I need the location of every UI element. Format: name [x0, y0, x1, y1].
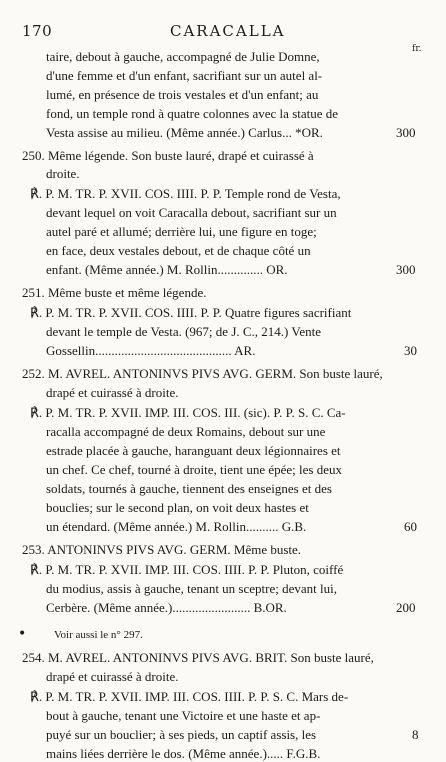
text-line: Cerbère. (Même année.)........................ B.OR. [46, 600, 287, 615]
text-line: estrade placée à gauche, haranguant deux légionnaires et [46, 443, 341, 458]
text-line: fond, un temple rond à quatre colonnes avec la statue de [46, 106, 339, 121]
text-line: soldats, tournés à gauche, tiennent des enseignes et des [46, 481, 332, 496]
entry-250: 250. Même légende. Son buste lauré, drapé et cuirassé à [22, 148, 314, 163]
text-line: un chef. Ce chef, tourné à droite, tient une épée; les deux [46, 462, 342, 477]
text-line: devant lequel on voit Caracalla debout, sacrifiant sur un [46, 205, 337, 220]
price-value: 300 [396, 262, 416, 277]
price-column-label: fr. [412, 44, 422, 54]
text-line: mains liées derrière le dos. (Même année.)..... F.G.B. [46, 746, 321, 761]
cross-reference: Voir aussi le n° 297. [54, 629, 143, 641]
reverse-line: ℟. P. M. TR. P. XVII. COS. IIII. P. P. Quatre figures sacrifiant [30, 305, 352, 320]
page-number: 170 [22, 22, 53, 40]
entry-253: 253. ANTONINVS PIVS AVG. GERM. Même buste. [22, 542, 302, 557]
reverse-line: ℟. P. M. TR. P. XVII. IMP. III. COS. III. (sic). P. P. S. C. Ca- [30, 405, 346, 420]
text-line: puyé sur un bouclier; à ses pieds, un captif assis, les [46, 727, 317, 742]
price-value: 300 [396, 125, 416, 140]
text-line: devant le temple de Vesta. (967; de J. C., 214.) Vente [46, 324, 321, 339]
running-title: CARACALLA [170, 22, 286, 40]
margin-mark: • [18, 626, 27, 642]
text-line: un étendard. (Même année.) M. Rollin.......... G.B. [46, 519, 307, 534]
text-line: lumé, en présence de trois vestales et d'un enfant; au [46, 87, 319, 102]
entry-252: 252. M. AVREL. ANTONINVS PIVS AVG. GERM. Son buste lauré, [22, 366, 383, 381]
reverse-line: ℟. P. M. TR. P. XVII. IMP. III. COS. IIII. P. P. S. C. Mars de- [30, 689, 349, 704]
text-line: racalla accompagné de deux Romains, debout sur une [46, 424, 326, 439]
text-line: du modius, assis à gauche, tenant un sceptre; devant lui, [46, 581, 337, 596]
text-line: autel paré et allumé; derrière lui, une figure en toge; [46, 224, 317, 239]
text-line: en face, deux vestales debout, et de chaque côté un [46, 243, 311, 258]
text-line: drapé et cuirassé à droite. [46, 385, 179, 400]
text-line: taire, debout à gauche, accompagné de Julie Domne, [46, 49, 320, 64]
text-line: bout à gauche, tenant une Victoire et une haste et ap- [46, 708, 321, 723]
text-line: Vesta assise au milieu. (Même année.) Carlus... *OR. [46, 125, 323, 140]
text-line: bouclies; sur le second plan, on voit deux hastes et [46, 500, 309, 515]
text-line: d'une femme et d'un enfant, sacrifiant sur un autel al- [46, 68, 323, 83]
price-value: 200 [396, 600, 416, 615]
text-line: Gossellin.......................................... AR. [46, 343, 256, 358]
entry-254: 254. M. AVREL. ANTONINVS PIVS AVG. BRIT. Son buste lauré, [22, 650, 374, 665]
entry-251: 251. Même buste et même légende. [22, 285, 207, 300]
price-value: 60 [404, 519, 417, 534]
text-line: enfant. (Même année.) M. Rollin.............. OR. [46, 262, 288, 277]
text-line: droite. [46, 166, 80, 181]
price-value: 30 [404, 343, 417, 358]
reverse-line: ℟. P. M. TR. P. XVII. COS. IIII. P. P. Temple rond de Vesta, [30, 186, 341, 201]
reverse-line: ℟. P. M. TR. P. XVII. IMP. III. COS. IIII. P. P. Pluton, coiffé [30, 562, 344, 577]
price-value: 8 [412, 727, 419, 742]
text-line: drapé et cuirassé à droite. [46, 669, 179, 684]
